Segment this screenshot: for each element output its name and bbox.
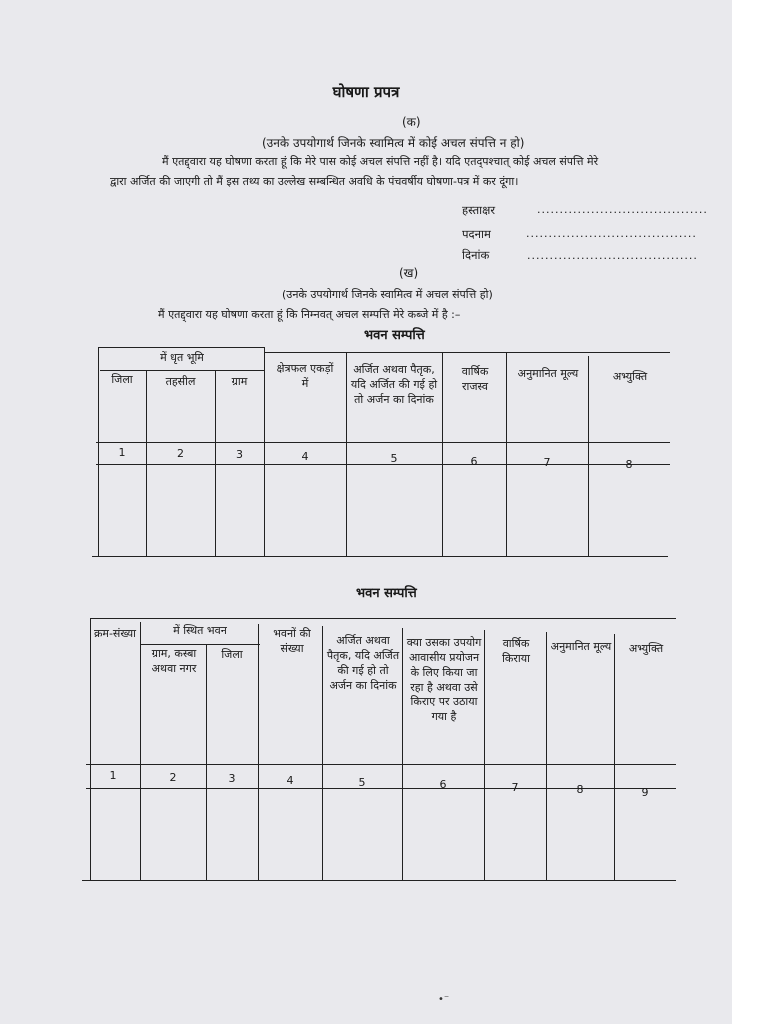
- table1-header-district: जिला: [111, 373, 133, 386]
- table2-group-header: में स्थित भवन: [173, 624, 227, 637]
- table2-header-remarks: अभ्युक्ति: [628, 642, 664, 655]
- date-blank: ......................................: [527, 249, 698, 262]
- table2-col-number: 9: [641, 786, 649, 799]
- table2-header-building-count: भवनों की संख्या: [273, 627, 311, 655]
- table2-header-acquired: अर्जित अथवा पैतृक, यदि अर्जित की गई हो तो अर्जन का दिनांक: [326, 634, 400, 692]
- table1-col-number: 7: [543, 456, 551, 469]
- table1-col-number: 6: [470, 455, 478, 468]
- table1-col-number: 8: [625, 458, 633, 471]
- part-a-marker: (क): [402, 115, 421, 129]
- table2-col-number: 4: [286, 774, 294, 787]
- table2-header-usage: क्या उसका उपयोग आवासीय प्रयोजन के लिए किया जा रहा है अथवा उसे किराए पर उठाया गया है: [406, 636, 482, 724]
- table2-col-number: 2: [169, 771, 177, 784]
- table1-header-remarks: अभ्युक्ति: [612, 370, 648, 383]
- part-a-declaration-line1: मैं एतद्द्वारा यह घोषणा करता हूं कि मेरे पास कोई अचल संपत्ति नहीं है। यदि एतद्पश्चात् कोई अचल संपत्ति मेरे: [162, 155, 599, 168]
- table2-col-number: 1: [109, 769, 117, 782]
- table1-header-tehsil: तहसील: [165, 375, 196, 388]
- table1-col-number: 2: [177, 447, 184, 460]
- table2-header-village-town: ग्राम, कस्बा अथवा नगर: [151, 647, 197, 675]
- table2-col-number: 6: [439, 778, 447, 791]
- table1-col-number: 1: [118, 446, 126, 459]
- designation-blank: ......................................: [526, 227, 697, 240]
- table1-header-revenue: वार्षिक राजस्व: [461, 365, 489, 393]
- designation-label: पदनाम: [462, 227, 491, 241]
- table1-group-header: में धृत भूमि: [160, 351, 204, 364]
- table2-col-number: 5: [358, 776, 366, 789]
- table1-col-number: 4: [301, 450, 309, 463]
- date-label: दिनांक: [462, 248, 490, 262]
- table1-header-acquired: अर्जित अथवा पैतृक, यदि अर्जित की गई हो तो अर्जन का दिनांक: [350, 363, 438, 406]
- table2-header-rent: वार्षिक किराया: [502, 637, 530, 665]
- table2-col-number: 7: [511, 781, 519, 794]
- part-b-subtitle: (उनके उपयोगार्थ जिनके स्वामित्व में अचल संपत्ति हो): [282, 288, 493, 301]
- table2-heading: भवन सम्पत्ति: [356, 586, 417, 601]
- table2-header-district: जिला: [221, 648, 243, 661]
- table1-header-area: क्षेत्रफल एकड़ों में: [276, 362, 334, 390]
- page-title: घोषणा प्रपत्र: [332, 83, 400, 101]
- footer-mark: •⁻: [438, 994, 450, 1005]
- part-b-declaration: मैं एतद्द्वारा यह घोषणा करता हूं कि निम्नवत् अचल सम्पत्ति मेरे कब्जे में है :–: [158, 308, 461, 321]
- table1-heading: भवन सम्पत्ति: [364, 328, 425, 343]
- table1-header-value: अनुमानित मूल्य: [517, 367, 579, 380]
- table1-header-village: ग्राम: [231, 375, 248, 388]
- table2-header-value: अनुमानित मूल्य: [550, 640, 612, 653]
- part-b-marker: (ख): [399, 266, 419, 280]
- signature-label: हस्ताक्षर: [462, 203, 496, 217]
- part-a-declaration-line2: द्वारा अर्जित की जाएगी तो मैं इस तथ्य का उल्लेख सम्बन्धित अवधि के पंचवर्षीय घोषणा-पत्र में कर दूंगा।: [110, 175, 519, 188]
- table1-col-number: 5: [390, 452, 398, 465]
- table2-col-number: 3: [228, 772, 236, 785]
- part-a-subtitle: (उनके उपयोगार्थ जिनके स्वामित्व में कोई अचल संपत्ति न हो): [262, 136, 525, 150]
- table1-col-number: 3: [236, 448, 243, 461]
- table2-col-number: 8: [576, 783, 584, 796]
- signature-blank: ......................................: [537, 203, 708, 216]
- table2-header-serial: क्रम-संख्या: [93, 627, 137, 640]
